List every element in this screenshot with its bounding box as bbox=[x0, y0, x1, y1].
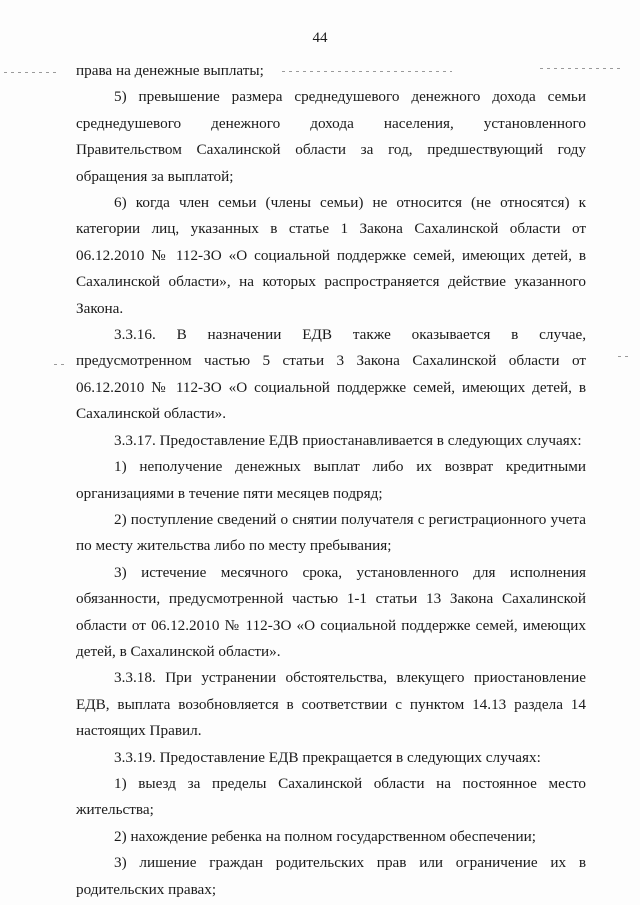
scan-artifact bbox=[54, 364, 68, 365]
paragraph: 3) лишение граждан родительских прав или ограничение их в родительских правах; bbox=[76, 854, 586, 898]
paragraph: 2) нахождение ребенка на полном государственном обеспечении; bbox=[114, 827, 537, 845]
scan-artifact bbox=[618, 356, 628, 357]
paragraph: 3.3.16. В назначении ЕДВ также оказывается в случае, предусмотренном частью 5 статьи 3 Закона Сахалинской области от 06.12.2010 № 112-ЗО «О социальной поддержке семей, имеющих детей, в Сахалинской области». bbox=[76, 326, 586, 423]
paragraph: 5) превышение размера среднедушевого денежного дохода семьи среднедушевого денежного дохода населения, установленного Правительством Сахалинской области за год, предшествующий году обращения за выплатой; bbox=[76, 88, 586, 185]
paragraph: 3.3.17. Предоставление ЕДВ приостанавливается в следующих случаях: bbox=[114, 431, 582, 449]
paragraph-continuation: права на денежные выплаты; bbox=[76, 62, 264, 79]
scan-artifact bbox=[4, 72, 56, 73]
paragraph: 3.3.19. Предоставление ЕДВ прекращается в следующих случаях: bbox=[114, 748, 541, 766]
paragraph: 6) когда член семьи (члены семьи) не относится (не относятся) к категории лиц, указанных в статье 1 Закона Сахалинской области от 06.12.2010 № 112-ЗО «О социальной поддержке семей, имеющих детей, в Сахалинской области», на которых распространяется действие указанного Закона. bbox=[76, 194, 586, 317]
paragraph: 3) истечение месячного срока, установленного для исполнения обязанности, предусмотренной частью 1-1 статьи 13 Закона Сахалинской области от 06.12.2010 № 112-ЗО «О социальной поддержке семей, имеющих детей, в Сахалинской области». bbox=[76, 563, 586, 660]
document-body bbox=[76, 58, 586, 903]
page-number: 44 bbox=[312, 30, 328, 46]
paragraph: 2) поступление сведений о снятии получателя с регистрационного учета по месту жительства либо по месту пребывания; bbox=[76, 510, 586, 555]
paragraph: 1) выезд за пределы Сахалинской области на постоянное место жительства; bbox=[76, 774, 586, 819]
paragraph: 1) неполучение денежных выплат либо их возврат кредитными организациями в течение пяти месяцев подряд; bbox=[76, 458, 586, 502]
paragraph: 3.3.18. При устранении обстоятельства, влекущего приостановление ЕДВ, выплата возобновляется в соответствии с пунктом 14.13 раздела 14 настоящих Правил. bbox=[76, 669, 586, 740]
